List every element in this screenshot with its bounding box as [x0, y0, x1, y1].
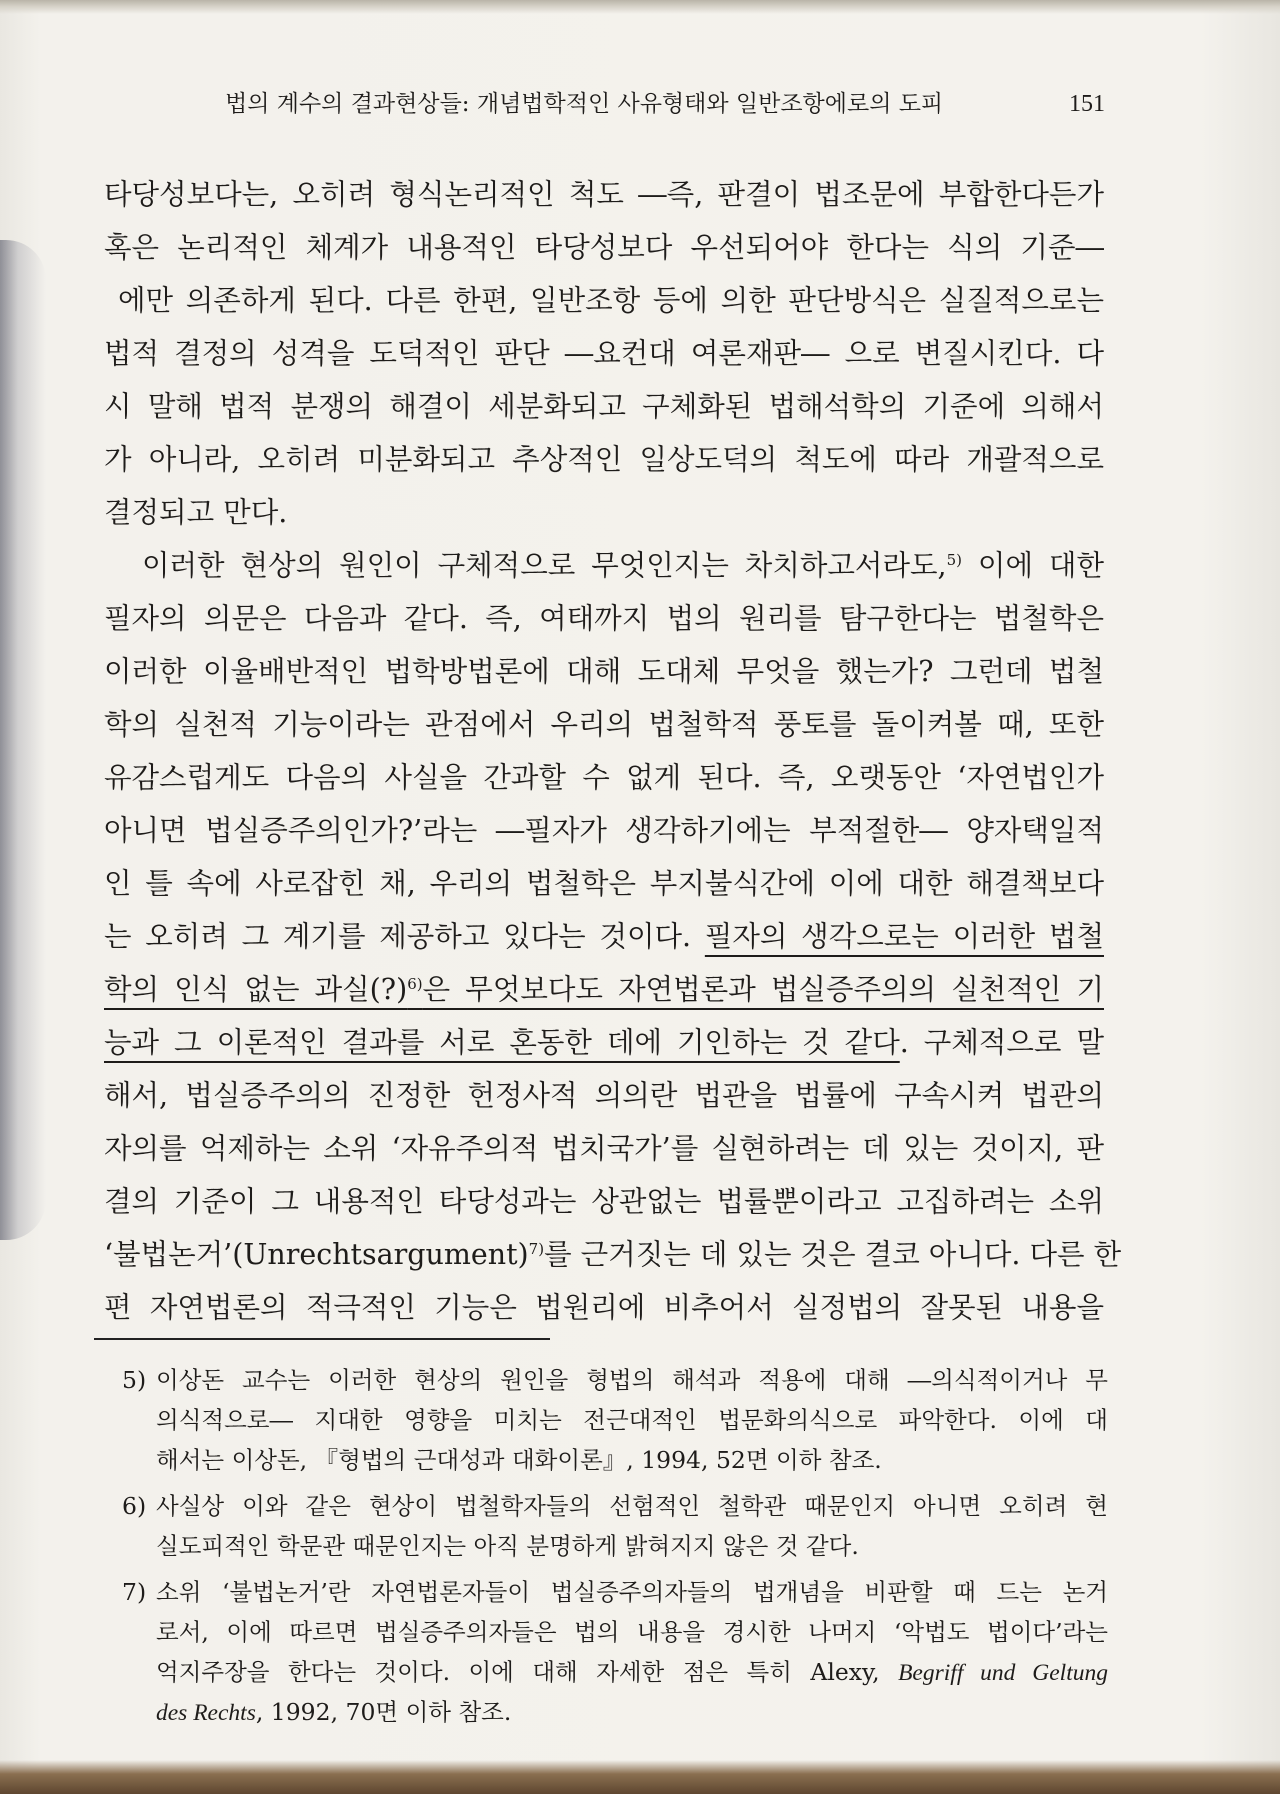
body-line: [104, 963, 1104, 1016]
footnote-number: 6): [122, 1492, 147, 1520]
book-title: Begriff und Geltung: [898, 1660, 1108, 1686]
footnote-text: 사실상 이와 같은 현상이 법철학자들의 선험적인 철학관 때문인지 아니면 오히려 현: [156, 1492, 1108, 1520]
book-title: des Rechts: [156, 1700, 256, 1726]
body-line: 타당성보다는, 오히려 형식논리적인 척도 ―즉, 판결이 법조문에 부합한다든가: [104, 178, 1104, 211]
body-text-run: 는 오히려 그 계기를 제공하고 있다는 것이다.: [104, 920, 705, 953]
body-text: [104, 168, 1122, 1334]
footnote-text: 소위 ‘불법논거’란 자연법론자들이 법실증주의자들의 법개념을 비판할 때 드는 논거: [156, 1578, 1108, 1606]
footnote-text: 이상돈 교수는 이러한 현상의 원인을 형법의 해석과 적용에 대해 ―의식적이거나 무: [156, 1366, 1108, 1394]
body-line: 필자의 의문은 다음과 같다. 즉, 여태까지 법의 원리를 탐구한다는 법철학은: [104, 602, 1104, 635]
page-number: 151: [1069, 91, 1105, 117]
footnote-5: [122, 1360, 1108, 1480]
running-head: [225, 86, 1105, 122]
body-line: 결의 기준이 그 내용적인 타당성과는 상관없는 법률뿐이라고 고집하려는 소위: [104, 1185, 1104, 1218]
body-line: 이러한 이율배반적인 법학방법론에 대해 도대체 무엇을 했는가? 그런데 법철: [104, 655, 1104, 688]
footnote-ref-5: 5): [946, 551, 962, 569]
spine-shadow: [0, 240, 46, 1240]
footnote-line: 실도피적인 학문관 때문인지는 아직 분명하게 밝혀지지 않은 것 같다.: [156, 1532, 859, 1560]
footnote-ref-6: 6): [407, 975, 423, 993]
body-text-run: ‘불법논거’(Unrechtsargument): [104, 1238, 529, 1271]
underlined-passage: [104, 973, 1104, 1006]
body-text-run: 학의 인식 없는 과실(?): [104, 973, 408, 1006]
body-text-run: . 구체적으로 말: [899, 1026, 1104, 1059]
body-line: 자의를 억제하는 소위 ‘자유주의적 법치국가’를 실현하려는 데 있는 것이지, 판: [104, 1132, 1104, 1165]
footnote-line: [122, 1486, 1108, 1526]
footnote-line: 로서, 이에 따르면 법실증주의자들은 법의 내용을 경시한 나머지 ‘악법도 법이다’라는: [156, 1618, 1108, 1646]
footnote-ref-7: 7): [528, 1240, 545, 1258]
page-top-edge: [0, 0, 1280, 14]
body-line: 결정되고 만다.: [104, 496, 288, 529]
body-line: [104, 1228, 1122, 1281]
body-line: 아니면 법실증주의인가?’라는 ―필자가 생각하기에는 부적절한― 양자택일적: [104, 814, 1104, 847]
footnote-number: 5): [122, 1366, 147, 1394]
body-line: 법적 결정의 성격을 도덕적인 판단 ―요컨대 여론재판― 으로 변질시킨다. 다: [104, 337, 1104, 370]
underlined-passage: 능과 그 이론적인 결과를 서로 혼동한 데에 기인하는 것 같다: [104, 1026, 900, 1059]
body-line: 편 자연법론의 적극적인 기능은 법원리에 비추어서 실정법의 잘못된 내용을: [104, 1291, 1104, 1324]
underlined-passage: 필자의 생각으로는 이러한 법철: [704, 920, 1104, 953]
page-bottom-edge: [0, 1760, 1280, 1794]
running-head-title: 법의 계수의 결과현상들: 개념법학적인 사유형태와 일반조항에로의 도피: [225, 91, 944, 117]
body-line: 유감스럽게도 다음의 사실을 간과할 수 없게 된다. 즉, 오랫동안 ‘자연법인가: [104, 761, 1104, 794]
body-line: 혹은 논리적인 체계가 내용적인 타당성보다 우선되어야 한다는 식의 기준―: [104, 231, 1104, 264]
body-line: 해서, 법실증주의의 진정한 헌정사적 의의란 법관을 법률에 구속시켜 법관의: [104, 1079, 1104, 1112]
footnote-number: 7): [122, 1578, 147, 1606]
footnote-line: 의식적으로― 지대한 영향을 미치는 전근대적인 법문화의식으로 파악한다. 이에 대: [156, 1406, 1108, 1434]
footnote-6: [122, 1486, 1108, 1566]
footnote-text: 억지주장을 한다는 것이다. 이에 대해 자세한 점은 특히 Alexy,: [156, 1658, 899, 1686]
footnote-line: 해서는 이상돈, 『형법의 근대성과 대화이론』, 1994, 52면 이하 참조.: [156, 1446, 882, 1474]
footnote-7: [122, 1572, 1108, 1732]
body-line: 학의 실천적 기능이라는 관점에서 우리의 법철학적 풍토를 돌이켜볼 때, 또한: [104, 708, 1104, 741]
footnote-separator: [94, 1338, 550, 1340]
body-line: [104, 539, 1104, 592]
body-line: 시 말해 법적 분쟁의 해결이 세분화되고 구체화된 법해석학의 기준에 의해서: [104, 390, 1104, 423]
body-line: 인 틀 속에 사로잡힌 채, 우리의 법철학은 부지불식간에 이에 대한 해결책보다: [104, 867, 1104, 900]
footnotes: [122, 1360, 1108, 1738]
footnote-line: [122, 1572, 1108, 1612]
footnote-line: [122, 1692, 1108, 1732]
body-text-run: 이에 대한: [961, 549, 1104, 582]
footnote-line: [122, 1360, 1108, 1400]
body-text-run: 를 근거짓는 데 있는 것은 결코 아니다. 다른 한: [544, 1238, 1122, 1271]
body-line: 에만 의존하게 된다. 다른 한편, 일반조항 등에 의한 판단방식은 실질적으로는: [118, 284, 1104, 317]
body-line: 가 아니라, 오히려 미분화되고 추상적인 일상도덕의 척도에 따라 개괄적으로: [104, 443, 1104, 476]
footnote-line: [122, 1652, 1108, 1692]
body-text-run: 은 무엇보다도 자연법론과 법실증주의의 실천적인 기: [422, 973, 1104, 1006]
body-line: [104, 910, 1104, 963]
footnote-text: , 1992, 70면 이하 참조.: [255, 1698, 512, 1726]
body-line: [104, 1016, 1104, 1069]
body-text-run: 이러한 현상의 원인이 구체적으로 무엇인지는 차치하고서라도,: [142, 549, 947, 582]
